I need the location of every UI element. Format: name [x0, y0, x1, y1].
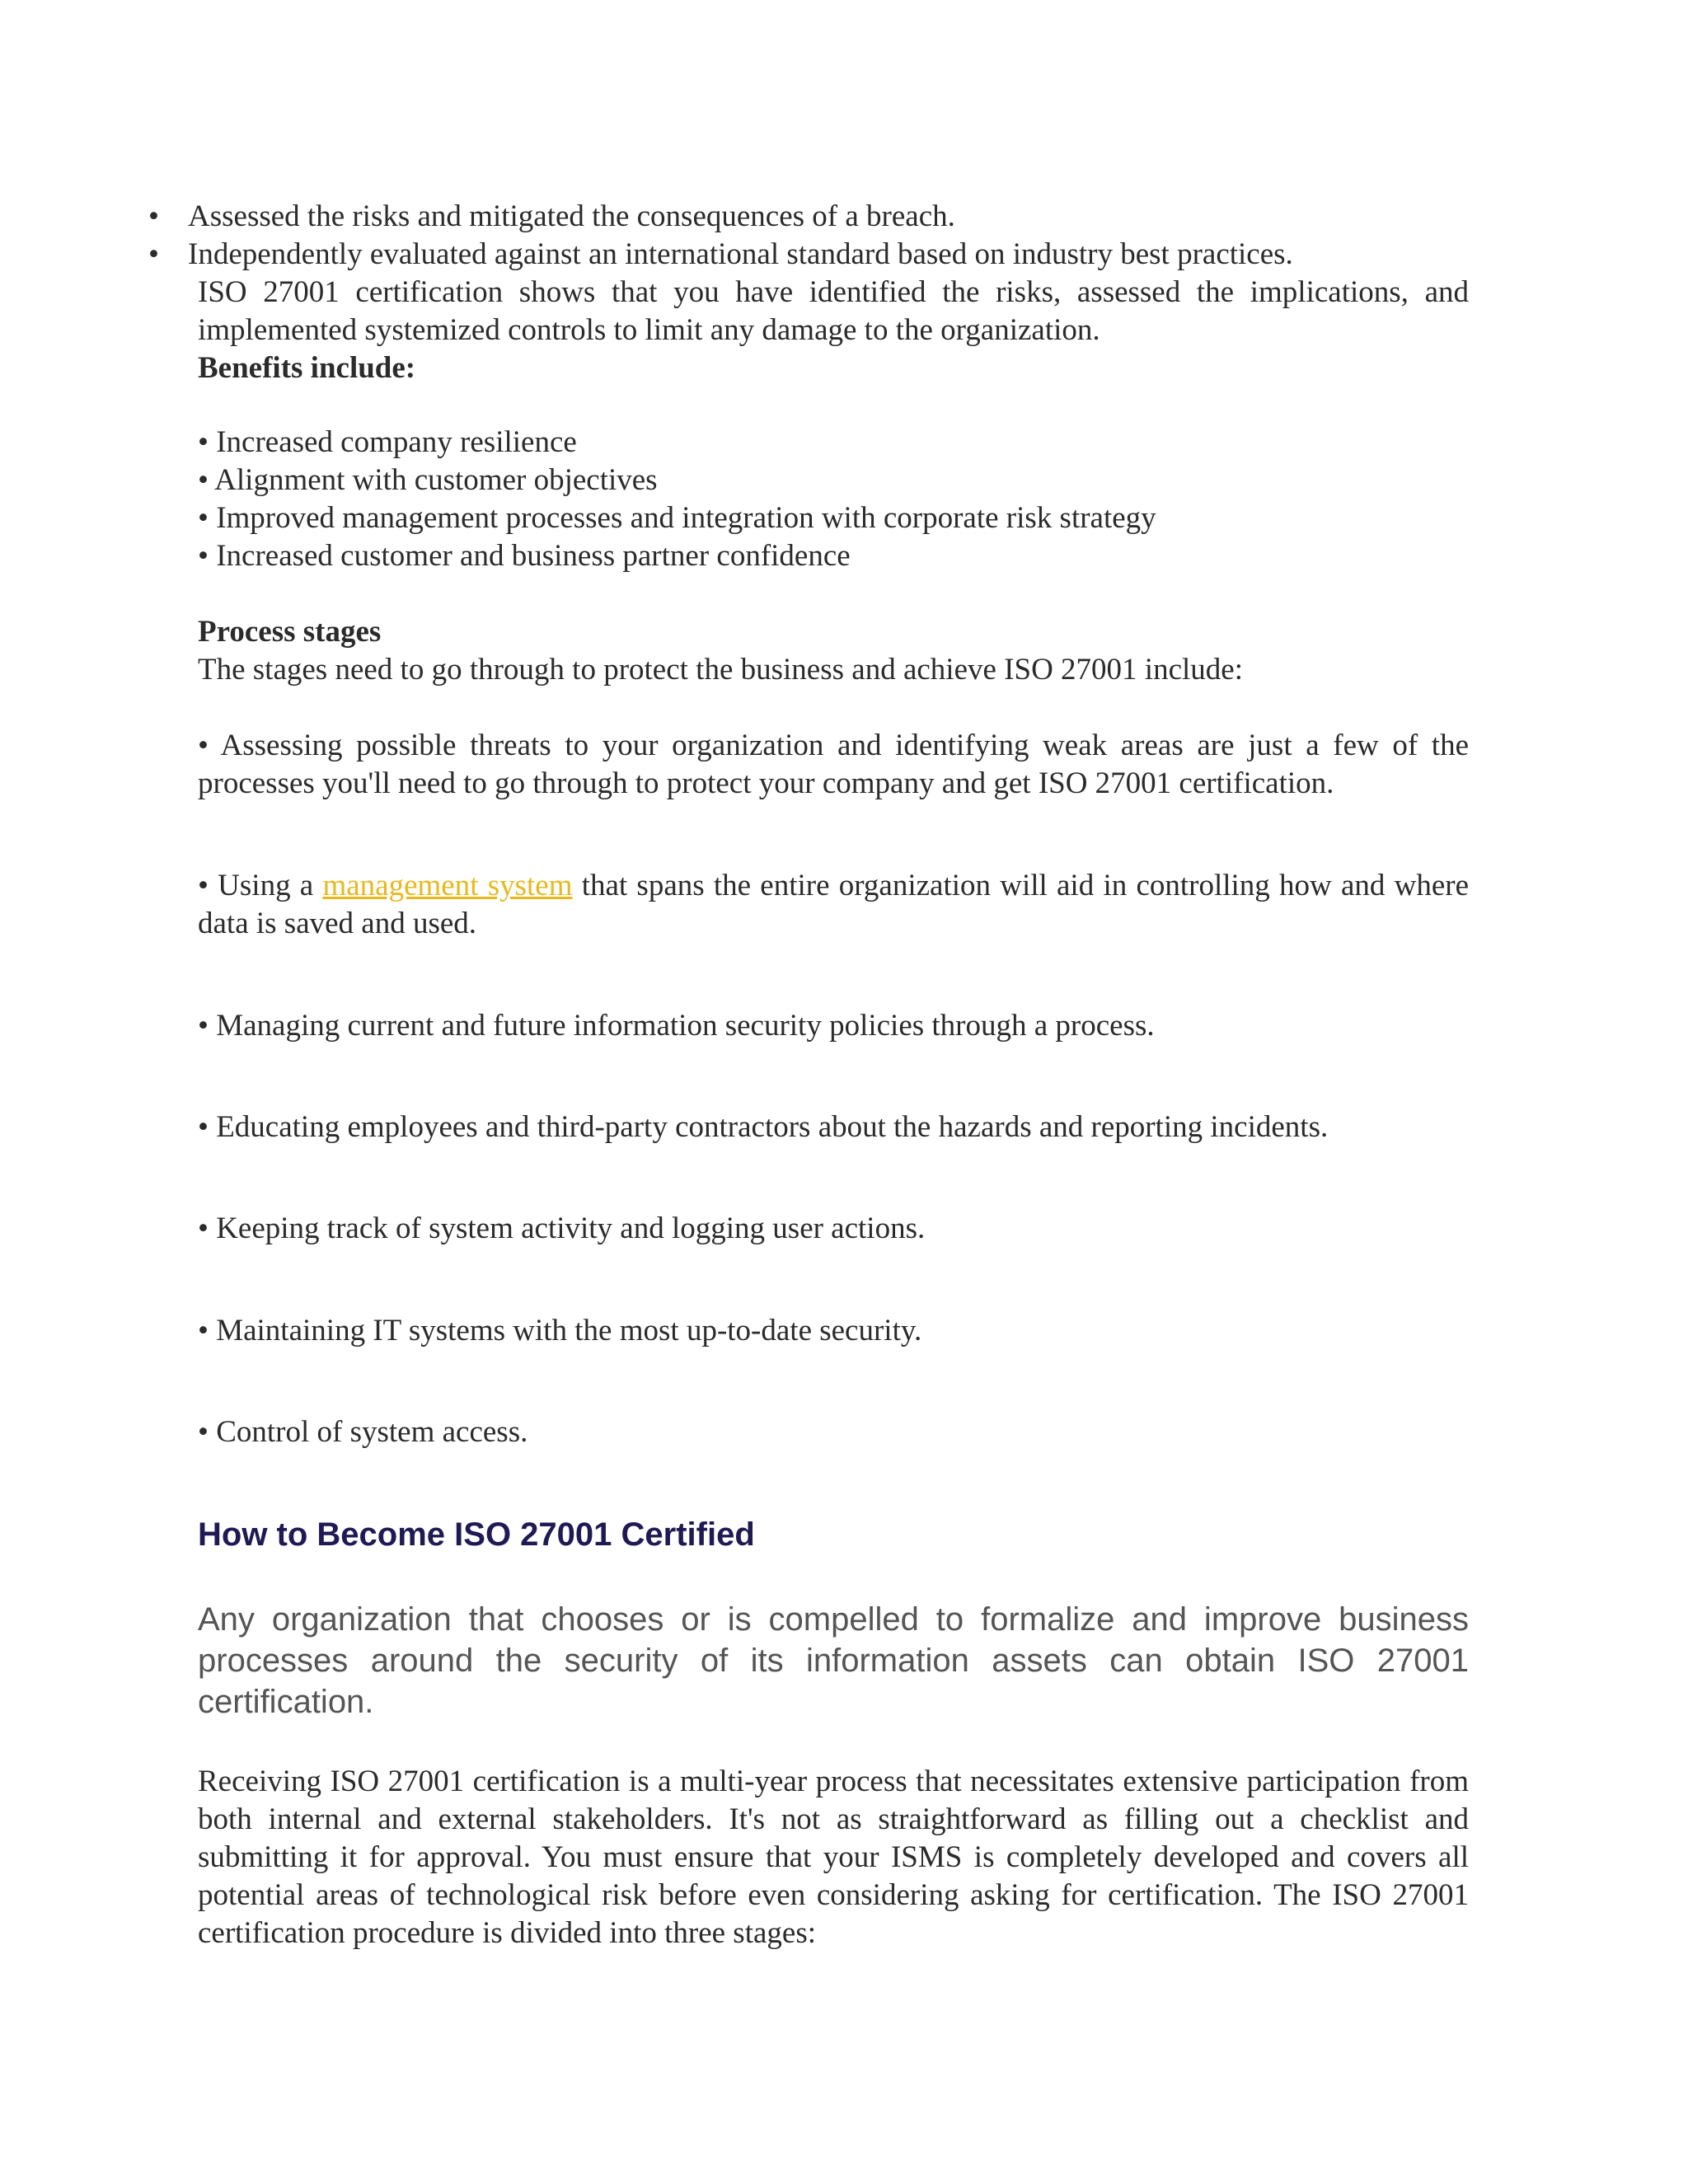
list-item: • Alignment with customer objectives	[198, 463, 658, 497]
list-item: • Increased company resilience	[198, 425, 577, 459]
bullet-text: Independently evaluated against an international standard based on industry best practices.	[188, 237, 1293, 271]
certified-lead: Any organization that chooses or is compelled to formalize and improve business processes around the security of its information assets can obtain ISO 27001 certification.	[198, 1601, 1469, 1720]
list-item: • Improved management processes and integration with corporate risk strategy	[198, 501, 1156, 535]
process-item-using-start: • Using a	[198, 869, 323, 902]
process-item-using-end: that spans the entire organization will aid in controlling how and where data is saved and used.	[198, 869, 1470, 940]
process-item-educating: • Educating employees and third-party contractors about the hazards and reporting incidents.	[198, 1110, 1329, 1144]
list-item	[148, 236, 1484, 274]
benefits-heading: Benefits include:	[198, 351, 416, 385]
bullet-text: Assessed the risks and mitigated the consequences of a breach.	[188, 199, 955, 233]
process-item-control: • Control of system access.	[198, 1415, 528, 1449]
certified-heading: How to Become ISO 27001 Certified	[198, 1516, 755, 1553]
bullet-icon: •	[148, 199, 159, 233]
management-system-link[interactable]: management system	[322, 869, 573, 902]
list-item: • Increased customer and business partner confidence	[198, 539, 851, 573]
process-item-using	[198, 867, 1469, 943]
bullet-icon: •	[148, 237, 159, 271]
process-item-managing: • Managing current and future information security policies through a process.	[198, 1009, 1155, 1043]
process-intro: The stages need to go through to protect the business and achieve ISO 27001 include:	[198, 653, 1243, 687]
list-item	[148, 198, 1484, 236]
process-heading: Process stages	[198, 615, 382, 649]
certified-body: Receiving ISO 27001 certification is a multi-year process that necessitates extensive participation from both internal and external stakeholders. It's not as straightforward as filling out a checklist and submitting it for approval. You must ensure that your ISMS is completely developed and covers all potential areas of technological risk before even considering asking for certification. The ISO 27001 certification procedure is divided into three stages:	[198, 1765, 1469, 1950]
top-bullet-list	[148, 198, 1484, 274]
intro-paragraph: ISO 27001 certification shows that you have identified the risks, assessed the implications, and implemented systemized controls to limit any damage to the organization.	[198, 275, 1469, 347]
process-item-keeping: • Keeping track of system activity and logging user actions.	[198, 1212, 926, 1245]
process-item-assess: • Assessing possible threats to your organization and identifying weak areas are just a few of the processes you'll need to go through to protect your company and get ISO 27001 certification.	[198, 729, 1469, 800]
benefits-list	[198, 424, 1469, 575]
process-item-maintaining: • Maintaining IT systems with the most up-to-date security.	[198, 1314, 922, 1347]
